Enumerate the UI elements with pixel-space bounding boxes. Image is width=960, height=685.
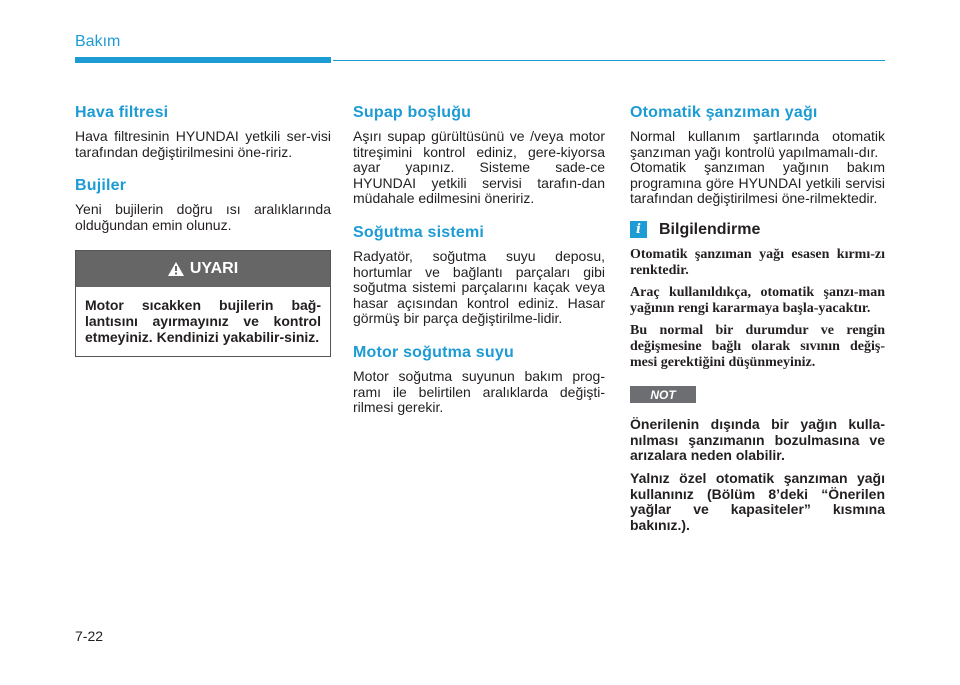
cooling-system-text: Radyatör, soğutma suyu deposu, hortumlar ve bağlantı parçaları gibi soğutma sistemi parçalarını kaçak veya hasar açısından kontrol ediniz. Hasar görmüş bir parça değiştirilme-lidir. (353, 247, 605, 327)
warning-header (76, 251, 330, 287)
column-middle (353, 104, 605, 416)
engine-coolant-heading: Motor soğutma suyu (353, 343, 514, 361)
column-right (630, 104, 885, 540)
atf-text-2: Otomatik şanzıman yağının bakım programına göre HYUNDAI yetkili servisi tarafından değiştirilmesi öne-rilmektedir. (630, 159, 885, 207)
info-heading: Bilgilendirme (659, 220, 761, 238)
info-heading-row (630, 221, 885, 239)
atf-heading: Otomatik şanzıman yağı (630, 104, 818, 121)
warning-triangle-icon (168, 262, 184, 276)
note-text-2: Yalnız özel otomatik şanzıman yağı kullanınız (Bölüm 8’deki “Önerilen yağlar ve kapasiteler” kısmına bakınız.). (630, 469, 885, 533)
page-number: 7-22 (75, 628, 104, 644)
cooling-system-heading: Soğutma sistemi (353, 223, 485, 241)
spark-plugs-text: Yeni bujilerin doğru ısı aralıklarında olduğundan emin olunuz. (75, 201, 331, 233)
note-text-1: Önerilenin dışında bir yağın kulla-nılması şanzımanın bozulmasına ve arızalara neden olabilir. (630, 416, 885, 464)
warning-label: UYARI (189, 260, 239, 278)
spark-plugs-heading: Bujiler (75, 177, 127, 195)
column-left (75, 104, 331, 357)
section-title: Bakım (75, 33, 121, 50)
info-text-1: Otomatik şanzıman yağı esasen kırmı-zı renktedir. (630, 246, 885, 278)
info-text-3: Bu normal bir durumdur ve rengin değişmesine bağlı olarak sıvının değiş-mesi gerektiğini düşünmeyiniz. (630, 323, 885, 370)
header-accent-bar (75, 57, 331, 63)
header-rule (333, 60, 885, 61)
info-text-2: Araç kullanıldıkça, otomatik şanzı-man yağının rengi kararmaya başla-yacaktır. (630, 285, 885, 316)
valve-clearance-text: Aşırı supap gürültüsünü ve /veya motor titreşimini kontrol ediniz, gere-kiyorsa ayar yapınız. Sisteme sade-ce HYUNDAI yetkili servisi tarafın-dan müdahale edilmesini öneririz. (353, 128, 605, 207)
info-icon: i (630, 221, 647, 238)
air-filter-heading: Hava filtresi (75, 104, 169, 121)
warning-box (75, 250, 331, 357)
warning-text: Motor sıcakken bujilerin bağ-lantısını ayırmayınız ve kontrol etmeyiniz. Kendinizi yakabilir-siniz. (85, 297, 321, 346)
air-filter-text: Hava filtresinin HYUNDAI yetkili ser-visi tarafından değiştirilmesini öne-ririz. (75, 128, 331, 160)
valve-clearance-heading: Supap boşluğu (353, 104, 472, 121)
engine-coolant-text: Motor soğutma suyunun bakım prog-ramı ile belirtilen aralıklarda değişti-rilmesi gerekir. (353, 367, 605, 416)
note-badge: NOT (630, 386, 696, 403)
atf-text-1: Normal kullanım şartlarında otomatik şanzıman yağı kontrolü yapılmamalı-dır. (630, 128, 885, 160)
